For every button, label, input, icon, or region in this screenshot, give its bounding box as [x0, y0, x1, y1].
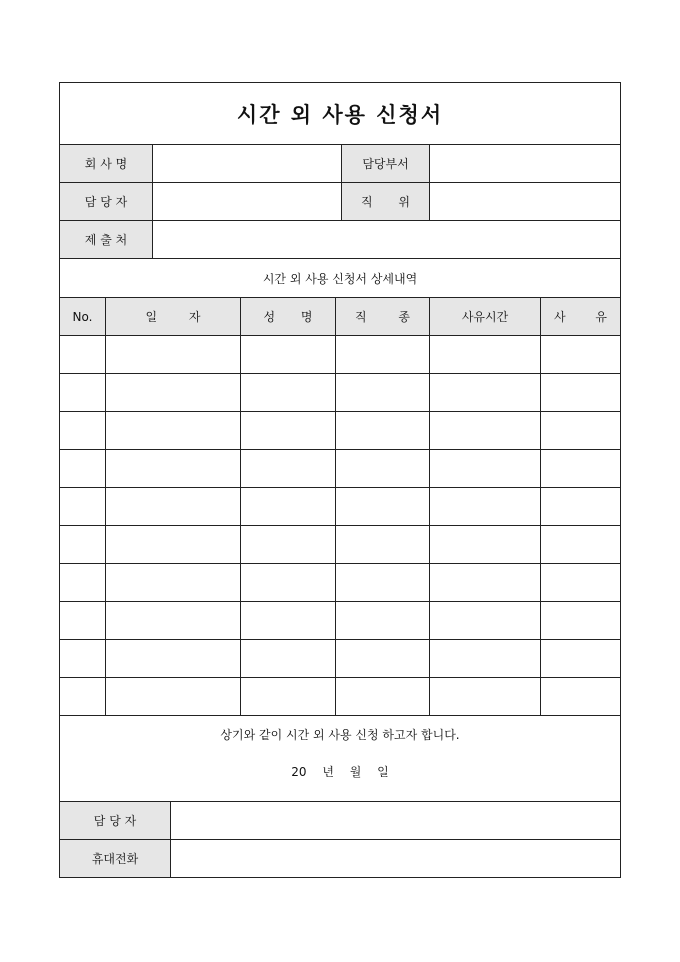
manager-field[interactable]	[153, 183, 342, 221]
row-no[interactable]	[60, 374, 106, 412]
table-row	[60, 374, 621, 412]
row-reason[interactable]	[541, 602, 621, 640]
form-title: 시간 외 사용 신청서	[60, 83, 621, 145]
row-job[interactable]	[336, 678, 430, 716]
position-field[interactable]	[430, 183, 621, 221]
table-row	[60, 678, 621, 716]
row-job[interactable]	[336, 374, 430, 412]
row-reason[interactable]	[541, 640, 621, 678]
row-no[interactable]	[60, 640, 106, 678]
row-job[interactable]	[336, 526, 430, 564]
row-date[interactable]	[106, 526, 241, 564]
form-table	[59, 82, 621, 878]
col-header-name: 성 명	[241, 298, 336, 336]
row-hours[interactable]	[430, 678, 541, 716]
row-no[interactable]	[60, 488, 106, 526]
col-header-no: No.	[60, 298, 106, 336]
signature-manager-field[interactable]	[171, 802, 621, 840]
overtime-request-form	[59, 82, 620, 878]
row-date[interactable]	[106, 412, 241, 450]
row-job[interactable]	[336, 488, 430, 526]
row-reason[interactable]	[541, 450, 621, 488]
table-row	[60, 564, 621, 602]
row-name[interactable]	[241, 678, 336, 716]
row-hours[interactable]	[430, 488, 541, 526]
detail-header-row	[60, 298, 621, 336]
submit-to-label: 제 출 처	[60, 221, 153, 259]
row-name[interactable]	[241, 488, 336, 526]
col-header-date: 일 자	[106, 298, 241, 336]
manager-label: 담 당 자	[60, 183, 153, 221]
row-reason[interactable]	[541, 488, 621, 526]
row-date[interactable]	[106, 488, 241, 526]
company-field[interactable]	[153, 145, 342, 183]
row-hours[interactable]	[430, 526, 541, 564]
submit-to-field[interactable]	[153, 221, 621, 259]
position-label: 직 위	[342, 183, 430, 221]
row-date[interactable]	[106, 374, 241, 412]
row-name[interactable]	[241, 374, 336, 412]
row-no[interactable]	[60, 526, 106, 564]
row-name[interactable]	[241, 602, 336, 640]
row-hours[interactable]	[430, 412, 541, 450]
row-no[interactable]	[60, 450, 106, 488]
row-hours[interactable]	[430, 602, 541, 640]
col-header-job: 직 종	[336, 298, 430, 336]
phone-field[interactable]	[171, 840, 621, 878]
department-label: 담당부서	[342, 145, 430, 183]
row-job[interactable]	[336, 640, 430, 678]
detail-section-title: 시간 외 사용 신청서 상세내역	[60, 259, 621, 298]
closing-statement: 상기와 같이 시간 외 사용 신청 하고자 합니다.	[220, 728, 460, 742]
row-job[interactable]	[336, 336, 430, 374]
row-no[interactable]	[60, 412, 106, 450]
row-job[interactable]	[336, 450, 430, 488]
col-header-hours: 사유시간	[430, 298, 541, 336]
col-header-reason: 사 유	[541, 298, 621, 336]
row-job[interactable]	[336, 602, 430, 640]
row-reason[interactable]	[541, 564, 621, 602]
row-hours[interactable]	[430, 564, 541, 602]
row-no[interactable]	[60, 336, 106, 374]
company-label: 회 사 명	[60, 145, 153, 183]
row-no[interactable]	[60, 564, 106, 602]
row-date[interactable]	[106, 602, 241, 640]
row-reason[interactable]	[541, 526, 621, 564]
table-row	[60, 602, 621, 640]
row-date[interactable]	[106, 336, 241, 374]
row-date[interactable]	[106, 678, 241, 716]
row-reason[interactable]	[541, 678, 621, 716]
row-job[interactable]	[336, 412, 430, 450]
row-name[interactable]	[241, 412, 336, 450]
table-row	[60, 412, 621, 450]
row-hours[interactable]	[430, 450, 541, 488]
table-row	[60, 526, 621, 564]
row-date[interactable]	[106, 564, 241, 602]
department-field[interactable]	[430, 145, 621, 183]
table-row	[60, 640, 621, 678]
row-name[interactable]	[241, 336, 336, 374]
row-reason[interactable]	[541, 412, 621, 450]
row-reason[interactable]	[541, 374, 621, 412]
closing-statement-block	[60, 716, 621, 802]
row-hours[interactable]	[430, 336, 541, 374]
table-row	[60, 336, 621, 374]
phone-label: 휴대전화	[60, 840, 171, 878]
date-line: 20 년 월 일	[291, 765, 389, 779]
table-row	[60, 488, 621, 526]
row-date[interactable]	[106, 450, 241, 488]
row-date[interactable]	[106, 640, 241, 678]
row-name[interactable]	[241, 564, 336, 602]
signature-manager-label: 담 당 자	[60, 802, 171, 840]
row-hours[interactable]	[430, 640, 541, 678]
row-reason[interactable]	[541, 336, 621, 374]
table-row	[60, 450, 621, 488]
row-name[interactable]	[241, 450, 336, 488]
row-name[interactable]	[241, 526, 336, 564]
row-no[interactable]	[60, 602, 106, 640]
row-no[interactable]	[60, 678, 106, 716]
row-name[interactable]	[241, 640, 336, 678]
row-hours[interactable]	[430, 374, 541, 412]
row-job[interactable]	[336, 564, 430, 602]
